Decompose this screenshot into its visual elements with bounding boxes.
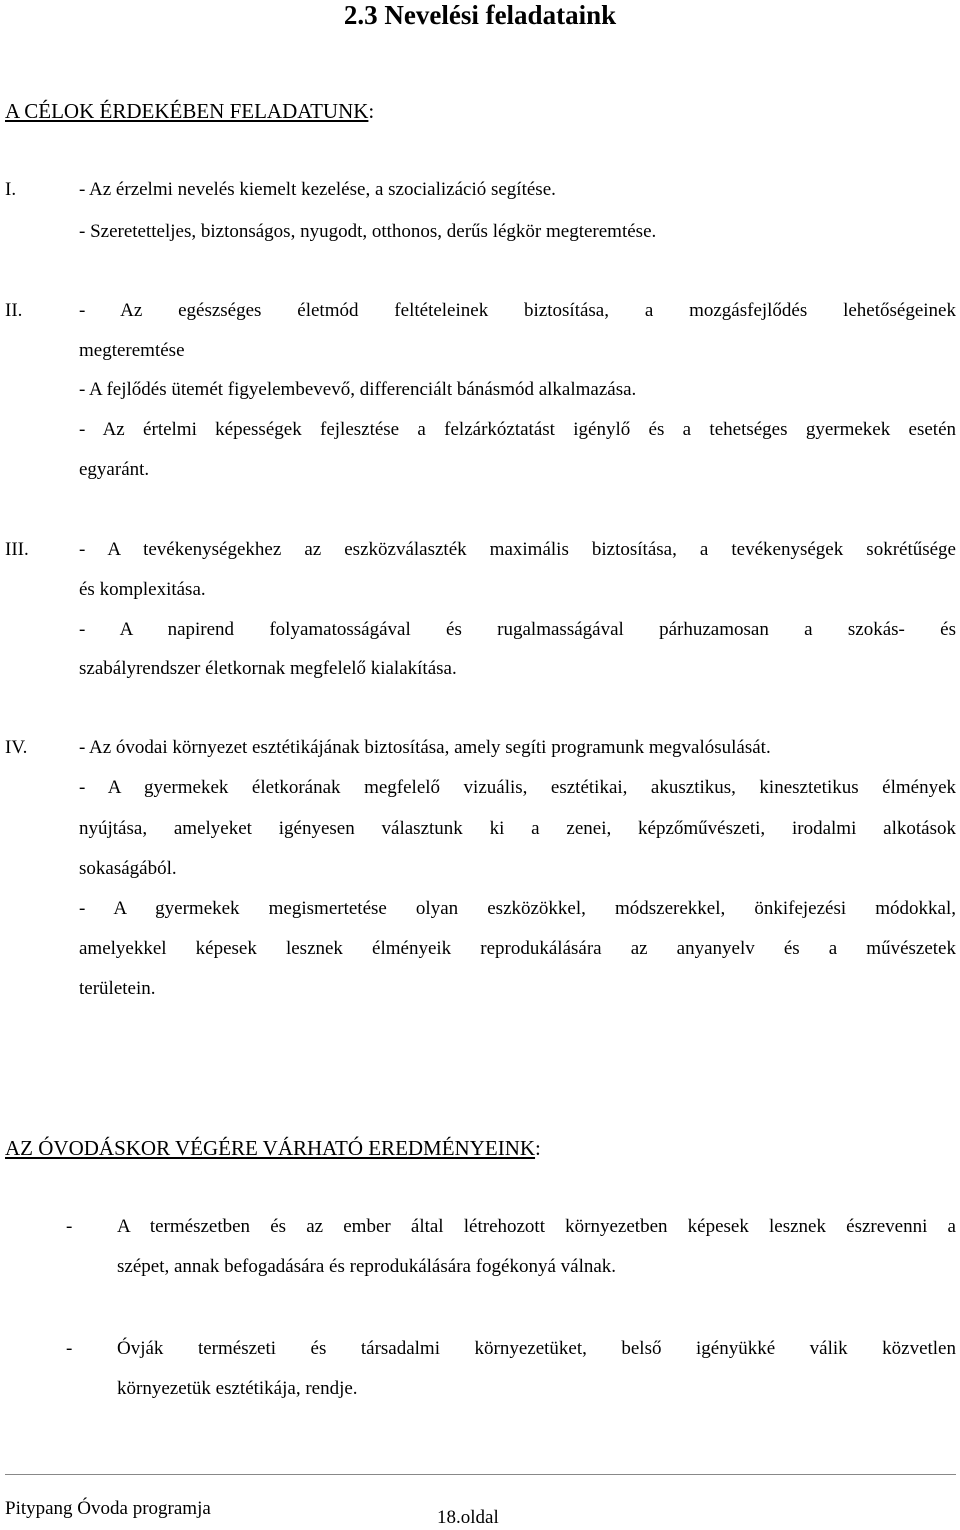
task-line: - A gyermekek megismertetése olyan eszközökkel, módszerekkel, önkifejezési módokkal, [79, 898, 956, 919]
result-line: szépet, annak befogadására és reprodukálására fogékonyá válnak. [117, 1256, 617, 1277]
task-line: megteremtése [79, 340, 185, 361]
task-line: egyaránt. [79, 459, 150, 480]
task-line: nyújtása, amelyeket igényesen választunk ki a zenei, képzőművészeti, irodalmi alkotások [79, 818, 956, 839]
task-line: - Szeretetteljes, biztonságos, nyugodt, otthonos, derűs légkör megteremtése. [79, 221, 657, 242]
result-line: Óvják természeti és társadalmi környezetüket, belső igényükké válik közvetlen [117, 1338, 956, 1359]
task-line: és komplexitása. [79, 579, 206, 600]
result-line: A természetben és az ember által létrehozott környezetben képesek lesznek észrevenni a [117, 1216, 956, 1237]
section-heading-results [5, 1135, 541, 1161]
footer-program-name: Pitypang Óvoda programja [5, 1498, 211, 1519]
footer-divider [5, 1474, 956, 1475]
section-heading-goals [5, 98, 374, 124]
section-heading-results-text: AZ ÓVODÁSKOR VÉGÉRE VÁRHATÓ EREDMÉNYEINK [5, 1136, 536, 1160]
task-line: - A fejlődés ütemét figyelembevevő, differenciált bánásmód alkalmazása. [79, 379, 637, 400]
task-line: - Az értelmi képességek fejlesztése a felzárkóztatást igénylő és a tehetséges gyermekek esetén [79, 419, 956, 440]
task-line: - A tevékenységekhez az eszközválaszték maximális biztosítása, a tevékenységek sokrétűsége [79, 539, 956, 560]
task-line: - Az egészséges életmód feltételeinek biztosítása, a mozgásfejlődés lehetőségeinek [79, 300, 956, 321]
footer-page-number: 18.oldal [437, 1507, 499, 1528]
task-line: - Az óvodai környezet esztétikájának biztosítása, amely segíti programunk megvalósulását. [79, 737, 771, 758]
task-line: amelyekkel képesek lesznek élményeik reprodukálására az anyanyelv és a művészetek [79, 938, 956, 959]
roman-numeral-1: I. [5, 179, 17, 200]
section-heading-results-colon: : [535, 1136, 541, 1160]
result-dash: - [66, 1216, 73, 1237]
roman-numeral-3: III. [5, 539, 29, 560]
result-line: környezetük esztétikája, rendje. [117, 1378, 358, 1399]
task-line: területein. [79, 978, 156, 999]
task-line: sokaságából. [79, 858, 177, 879]
roman-numeral-4: IV. [5, 737, 28, 758]
task-line: - Az érzelmi nevelés kiemelt kezelése, a szocializáció segítése. [79, 179, 556, 200]
task-line: szabályrendszer életkornak megfelelő kialakítása. [79, 658, 457, 679]
task-line: - A gyermekek életkorának megfelelő vizuális, esztétikai, akusztikus, kinesztetikus élmények [79, 777, 956, 798]
page-title: 2.3 Nevelési feladataink [343, 0, 617, 30]
task-line: - A napirend folyamatosságával és rugalmasságával párhuzamosan a szokás- és [79, 619, 956, 640]
roman-numeral-2: II. [5, 300, 23, 321]
section-heading-goals-text: A CÉLOK ÉRDEKÉBEN FELADATUNK [5, 99, 369, 123]
section-heading-goals-colon: : [368, 99, 375, 123]
result-dash: - [66, 1338, 73, 1359]
